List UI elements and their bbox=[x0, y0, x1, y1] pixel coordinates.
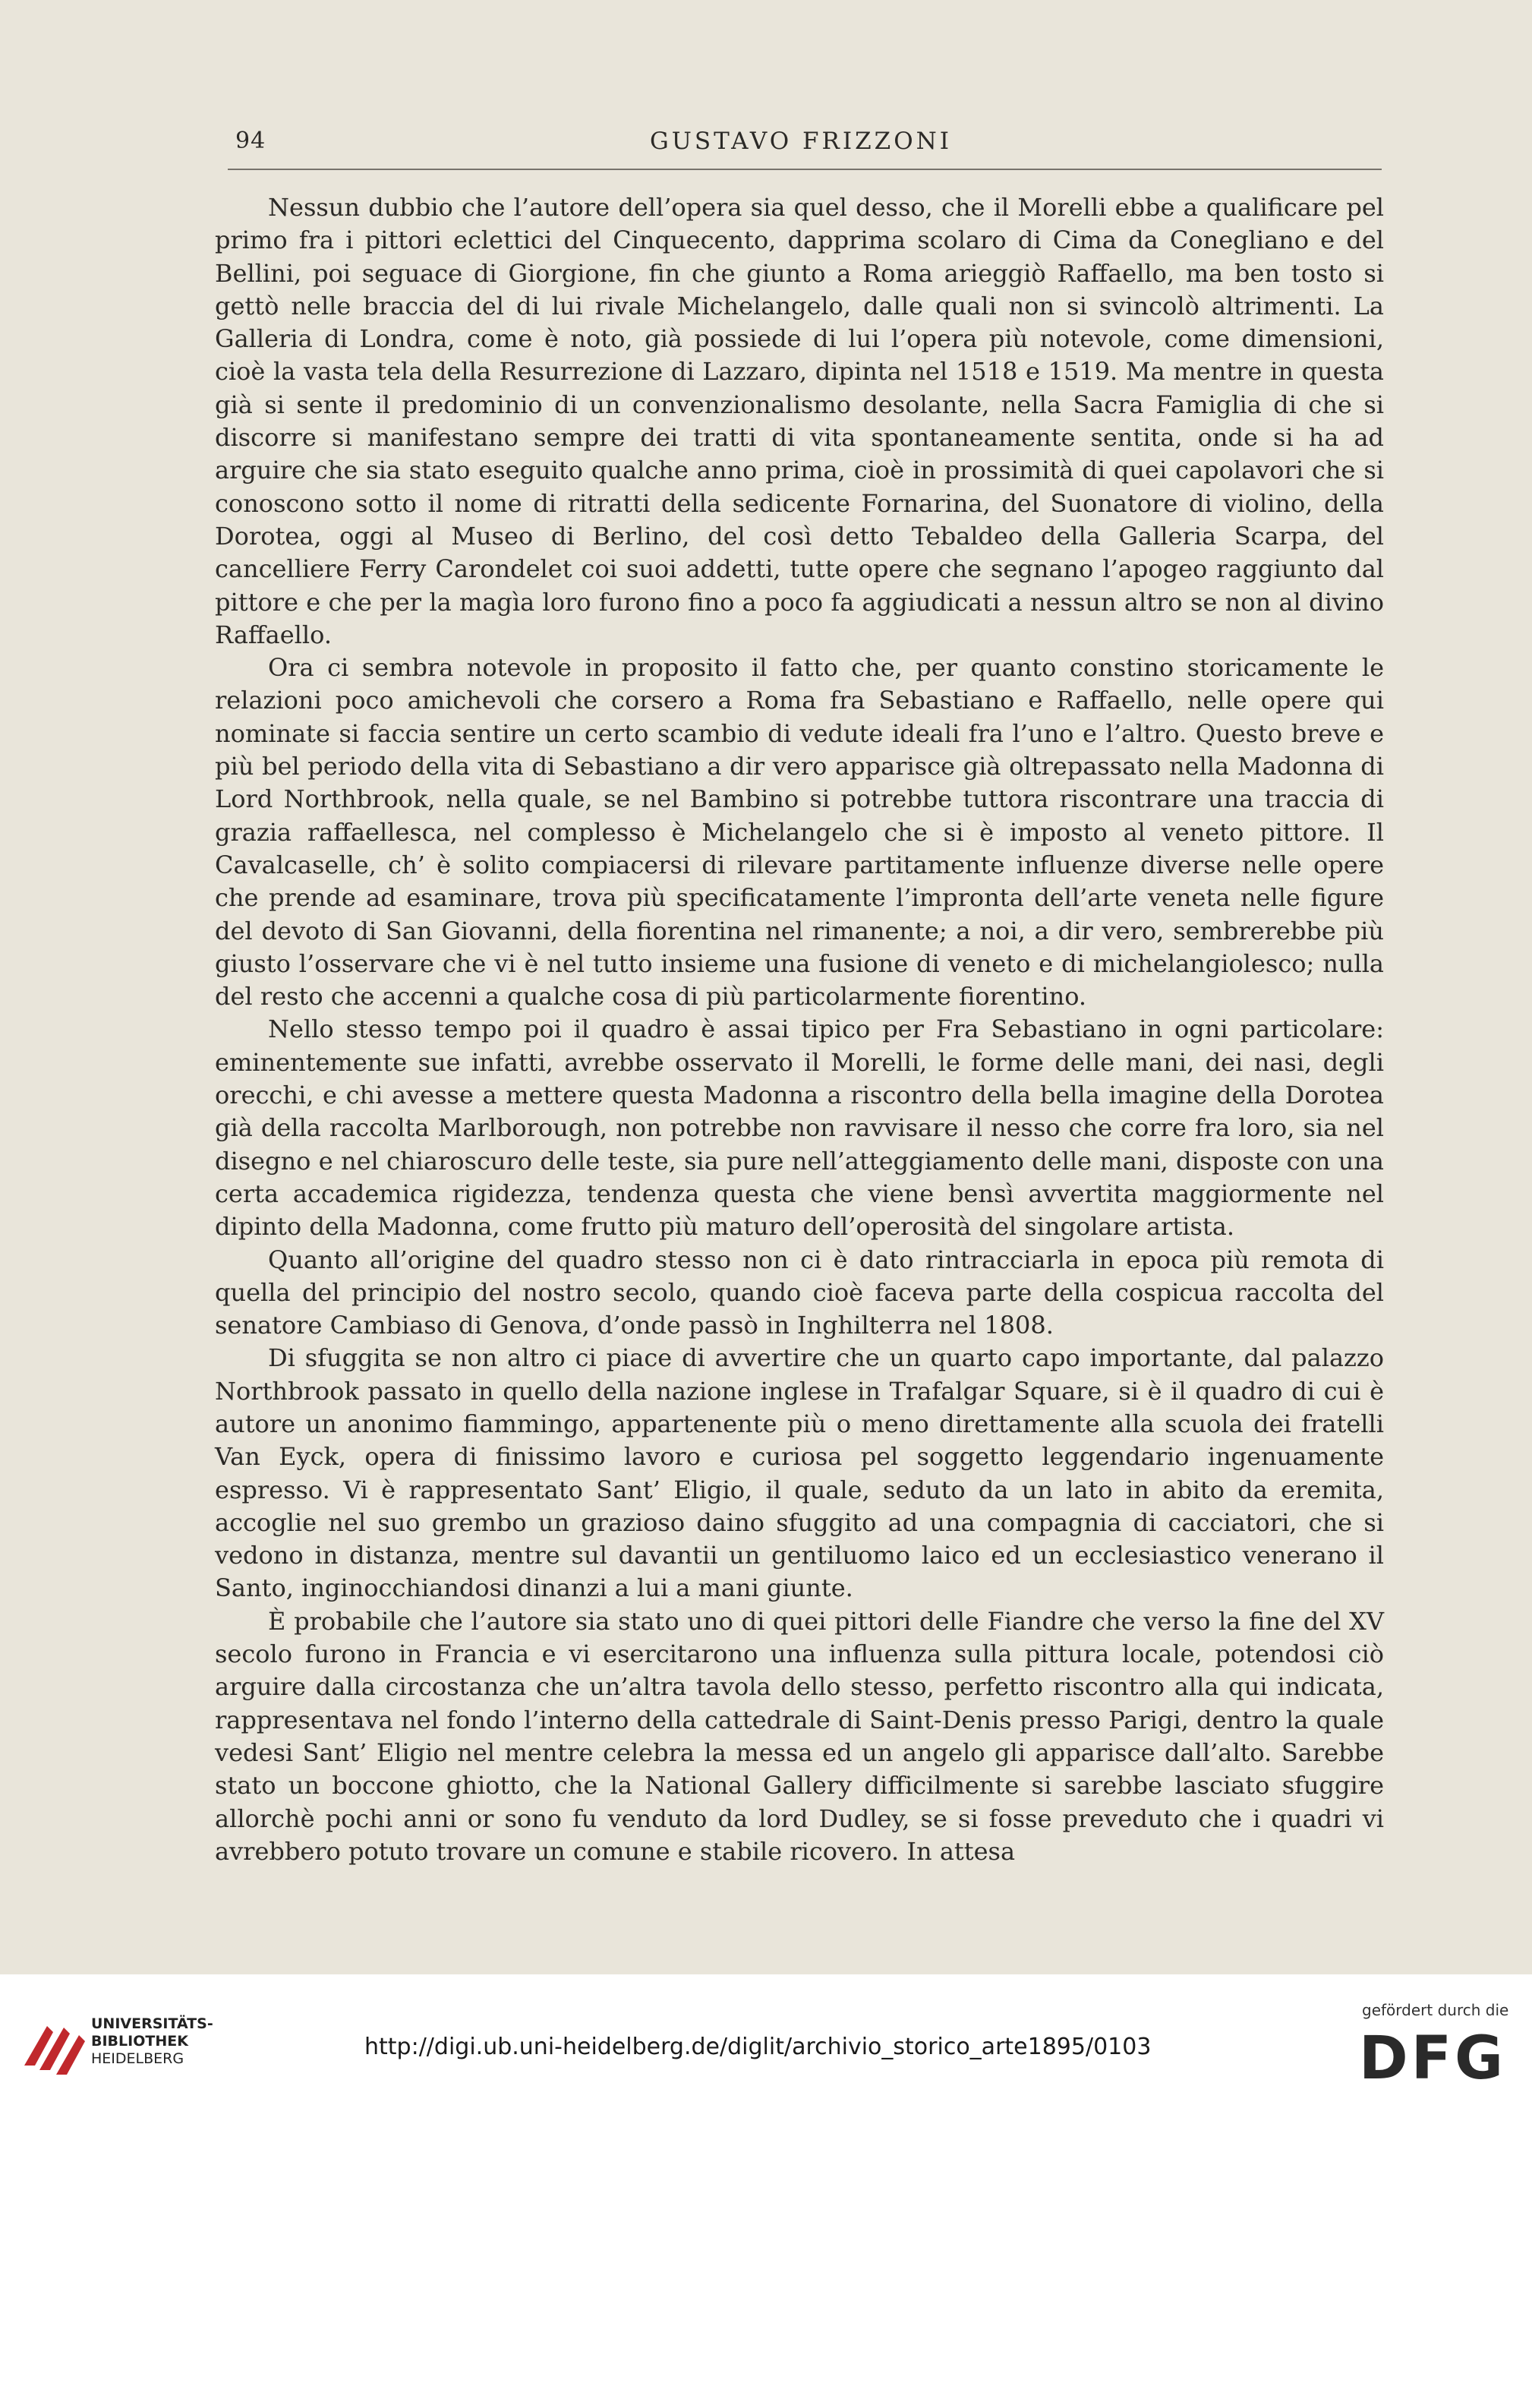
funded-by-text: gefördert durch die bbox=[1362, 2001, 1509, 2019]
running-head: GUSTAVO FRIZZONI bbox=[649, 128, 953, 155]
paragraph: Di sfuggita se non altro ci piace di avvertire che un quarto capo importante, dal palazzo Northbrook passato in quello della nazione inglese in Trafalgar Square, si è il quadro di cui è autore un anonimo fiammingo, appartenente più o meno direttamente alla scuola dei fratelli Van Eyck, opera di finissimo lavoro e curiosa pel soggetto leggendario ingenuamente espresso. Vi è rappresentato Sant’ Eligio, il quale, seduto da un lato in abito da eremita, accoglie nel suo grembo un grazioso daino sfuggito ad una compagnia di cacciatori, che si vedono in distanza, mentre sul davantii un gentiluomo laico ed un ecclesiastico venerano il Santo, inginocchiandosi dinanzi a lui a mani giunte. bbox=[215, 1343, 1384, 1603]
paragraph: Nessun dubbio che l’autore dell’opera sia quel desso, che il Morelli ebbe a qualificare pel primo fra i pittori eclettici del Cinquecento, dapprima scolaro di Cima da Conegliano e del Bellini, poi seguace di Giorgione, fin che giunto a Roma arieggiò Raffaello, ma ben tosto si gettò nelle braccia del di lui rivale Michelangelo, dalle quali non si svincolò altrimenti. La Galleria di Londra, come è noto, già possiede di lui l’opera più notevole, come dimensioni, cioè la vasta tela della Resurrezione di Lazzaro, dipinta nel 1518 e 1519. Ma mentre in questa già si sente il predominio di un convenzionalismo desolante, nella Sacra Famiglia di che si discorre si manifestano sempre dei tratti di vita spontaneamente sentita, onde si ha ad arguire che sia stato eseguito qualche anno prima, cioè in prossimità di quei capolavori che si conoscono sotto il nome di ritratti della sedicente Fornarina, del Suonatore di violino, della Dorotea, oggi al Museo di Berlino, del così detto Tebaldeo della Galleria Scarpa, del cancelliere Ferry Carondelet coi suoi addetti, tutte opere che segnano l’apogeo raggiunto dal pittore e che per la magìa loro furono fino a poco fa aggiudicati a nessun altro se non al divino Raffaello. bbox=[215, 193, 1384, 649]
library-name-line: HEIDELBERG bbox=[91, 2050, 184, 2067]
document-url-link[interactable]: http://digi.ub.uni-heidelberg.de/diglit/archivio_storico_arte1895/0103 bbox=[364, 2034, 1152, 2060]
page-number: 94 bbox=[235, 128, 266, 154]
page-header bbox=[228, 128, 1374, 166]
header-rule bbox=[228, 169, 1382, 170]
paragraph: Nello stesso tempo poi il quadro è assai tipico per Fra Sebastiano in ogni particolare: eminentemente sue infatti, avrebbe osservato il Morelli, le forme delle mani, dei nasi, degli orecchi, e chi avesse a mettere questa Madonna a riscontro della bella imagine della Dorotea già della raccolta Marlborough, non potrebbe non ravvisare il nesso che corre fra loro, sia nel disegno e nel chiaroscuro delle teste, sia pure nell’atteggiamento delle mani, disposte con una certa accademica rigidezza, tendenza questa che viene bensì avvertita maggiormente nel dipinto della Madonna, come frutto più maturo dell’operosità del singolare artista. bbox=[215, 1015, 1384, 1242]
dfg-logo: DFG bbox=[1359, 2025, 1507, 2093]
library-name-line: BIBLIOTHEK bbox=[91, 2033, 188, 2050]
body-text bbox=[215, 191, 1384, 1868]
university-library-logo-icon bbox=[17, 2012, 89, 2085]
library-name-line: UNIVERSITÄTS- bbox=[91, 2015, 213, 2032]
paragraph: Ora ci sembra notevole in proposito il fatto che, per quanto constino storicamente le relazioni poco amichevoli che corsero a Roma fra Sebastiano e Raffaello, nelle opere qui nominate si faccia sentire un certo scambio di vedute ideali fra l’uno e l’altro. Questo breve e più bel periodo della vita di Sebastiano a dir vero apparisce già oltrepassato nella Madonna di Lord Northbrook, nella quale, se nel Bambino si potrebbe tuttora riscontrare una traccia di grazia raffaellesca, nel complesso è Michelangelo che si è imposto al veneto pittore. Il Cavalcaselle, ch’ è solito compiacersi di rilevare partitamente influenze diverse nelle opere che prende ad esaminare, trova più specificatamente l’impronta dell’arte veneta nelle figure del devoto di San Giovanni, della fiorentina nel rimanente; a noi, a dir vero, sembrerebbe più giusto l’osservare che vi è nel tutto insieme una fusione di veneto e di michelangiolesco; nulla del resto che accenni a qualche cosa di più particolarmente fiorentino. bbox=[215, 653, 1384, 1011]
footer bbox=[0, 1974, 1532, 2408]
library-name bbox=[91, 2015, 213, 2068]
paragraph: Quanto all’origine del quadro stesso non ci è dato rintracciarla in epoca più remota di quella del principio del nostro secolo, quando cioè faceva parte della cospicua raccolta del senatore Cambiaso di Genova, d’onde passò in Inghilterra nel 1808. bbox=[215, 1245, 1384, 1340]
paragraph: È probabile che l’autore sia stato uno di quei pittori delle Fiandre che verso la fine del XV secolo furono in Francia e vi esercitarono una influenza sulla pittura locale, potendosi ciò arguire dalla circostanza che un’altra tavola dello stesso, perfetto riscontro alla qui indicata, rappresentava nel fondo l’interno della cattedrale di Saint-Denis presso Parigi, dentro la quale vedesi Sant’ Eligio nel mentre celebra la messa ed un angelo gli apparisce dall’alto. Sarebbe stato un boccone ghiotto, che la National Gallery difficilmente si sarebbe lasciato sfuggire allorchè pochi anni or sono fu venduto da lord Dudley, se si fosse preveduto che i quadri vi avrebbero potuto trovare un comune e stabile ricovero. In attesa bbox=[215, 1606, 1384, 1866]
